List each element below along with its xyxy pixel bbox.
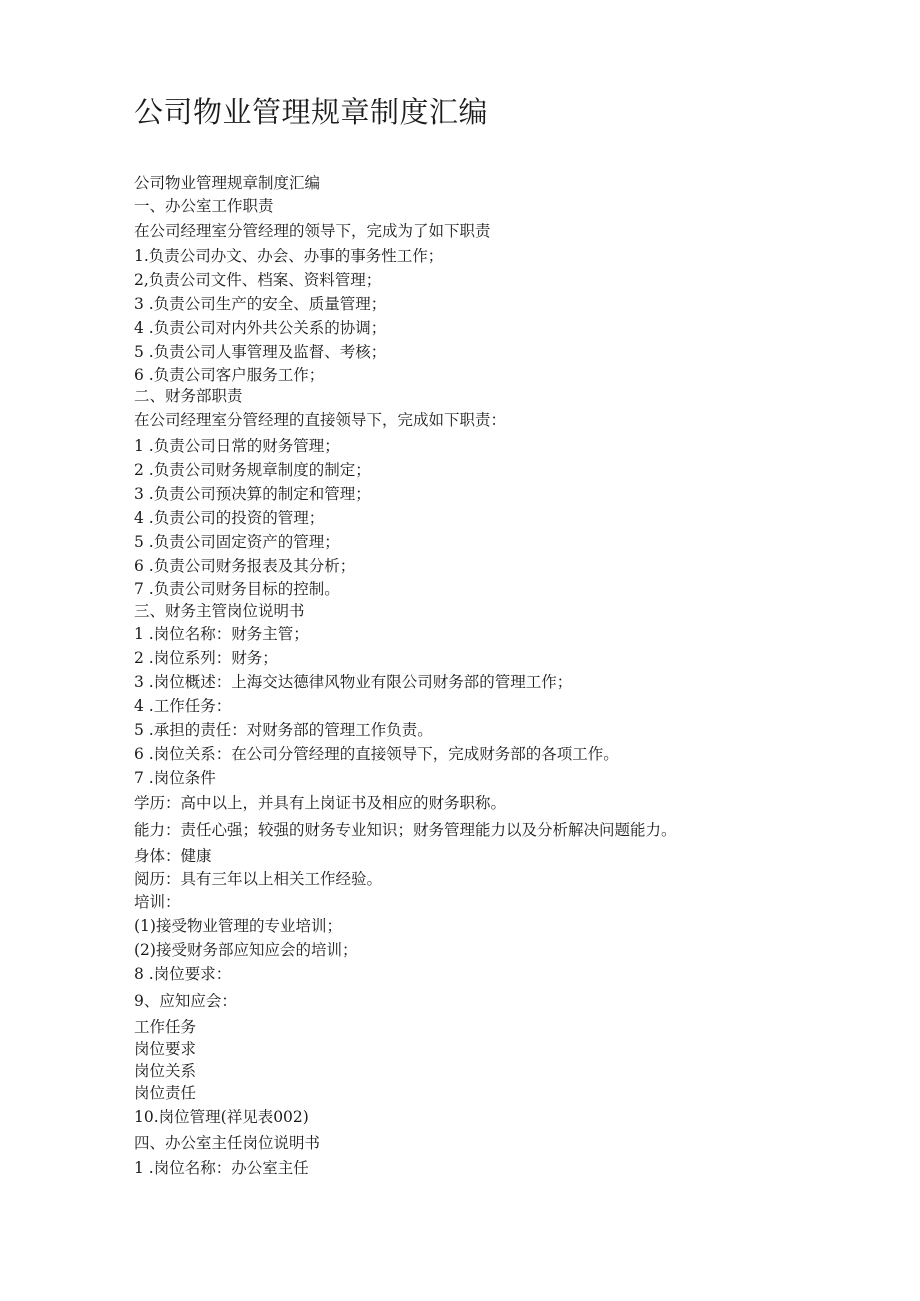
list-item: 6 .负责公司客户服务工作； xyxy=(134,366,325,384)
list-item: 4 .工作任务： xyxy=(134,697,232,715)
list-item: (1)接受物业管理的专业培训； xyxy=(134,917,342,935)
list-item: 9、应知应会： xyxy=(134,992,237,1010)
document-body xyxy=(134,172,874,1180)
list-item: 6 .负责公司财务报表及其分析； xyxy=(134,557,356,575)
list-item: 4 .负责公司对内外共公关系的协调； xyxy=(134,319,387,337)
section-heading: 四、办公室主任岗位说明书 xyxy=(134,1134,321,1152)
text-line: 岗位要求 xyxy=(134,1040,197,1058)
list-item: 5 .负责公司固定资产的管理； xyxy=(134,533,340,551)
list-item: 1 .负责公司日常的财务管理； xyxy=(134,437,340,455)
text-line: 身体：健康 xyxy=(134,847,212,865)
text-line: 在公司经理室分管经理的直接领导下，完成如下职责： xyxy=(134,411,507,429)
list-item: 2 .岗位系列：财务； xyxy=(134,649,278,667)
list-item: 7 .负责公司财务目标的控制。 xyxy=(134,580,340,598)
text-line: 公司物业管理规章制度汇编 xyxy=(134,174,321,192)
list-item: 1 .岗位名称：财务主管； xyxy=(134,625,309,643)
section-heading: 三、财务主管岗位说明书 xyxy=(134,602,305,620)
list-item: 5 .负责公司人事管理及监督、考核； xyxy=(134,343,387,361)
text-line: 阅历：具有三年以上相关工作经验。 xyxy=(134,870,383,888)
section-heading: 二、财务部职责 xyxy=(134,387,243,405)
text-line: 培训： xyxy=(134,893,181,911)
list-item: 8 .岗位要求： xyxy=(134,965,232,983)
list-item: 4 .负责公司的投资的管理； xyxy=(134,509,325,527)
list-item: 7 .岗位条件 xyxy=(134,769,216,787)
list-item: 10.岗位管理(祥见表002) xyxy=(134,1108,309,1126)
text-line: 能力：责任心强；较强的财务专业知识；财务管理能力以及分析解决问题能力。 xyxy=(134,821,677,839)
list-item: 3 .岗位概述：上海交达德律风物业有限公司财务部的管理工作； xyxy=(134,673,573,691)
list-item: 2 .负责公司财务规章制度的制定； xyxy=(134,461,371,479)
list-item: 1 .岗位名称：办公室主任 xyxy=(134,1159,309,1177)
list-item: 2,负责公司文件、档案、资料管理； xyxy=(134,271,382,289)
text-line: 在公司经理室分管经理的领导下，完成为了如下职责 xyxy=(134,222,491,240)
list-item: 3 .负责公司生产的安全、质量管理； xyxy=(134,295,387,313)
text-line: 岗位责任 xyxy=(134,1084,197,1102)
list-item: 6 .岗位关系：在公司分管经理的直接领导下，完成财务部的各项工作。 xyxy=(134,745,619,763)
section-heading: 一、办公室工作职责 xyxy=(134,197,274,215)
text-line: 工作任务 xyxy=(134,1018,197,1036)
list-item: 1.负责公司办文、办会、办事的事务性工作； xyxy=(134,247,444,265)
list-item: 5 .承担的责任：对财务部的管理工作负责。 xyxy=(134,721,433,739)
text-line: 学历：高中以上，并具有上岗证书及相应的财务职称。 xyxy=(134,794,507,812)
document-title: 公司物业管理规章制度汇编 xyxy=(134,95,489,129)
list-item: (2)接受财务部应知应会的培训； xyxy=(134,941,358,959)
text-line: 岗位关系 xyxy=(134,1062,197,1080)
list-item: 3 .负责公司预决算的制定和管理； xyxy=(134,485,371,503)
